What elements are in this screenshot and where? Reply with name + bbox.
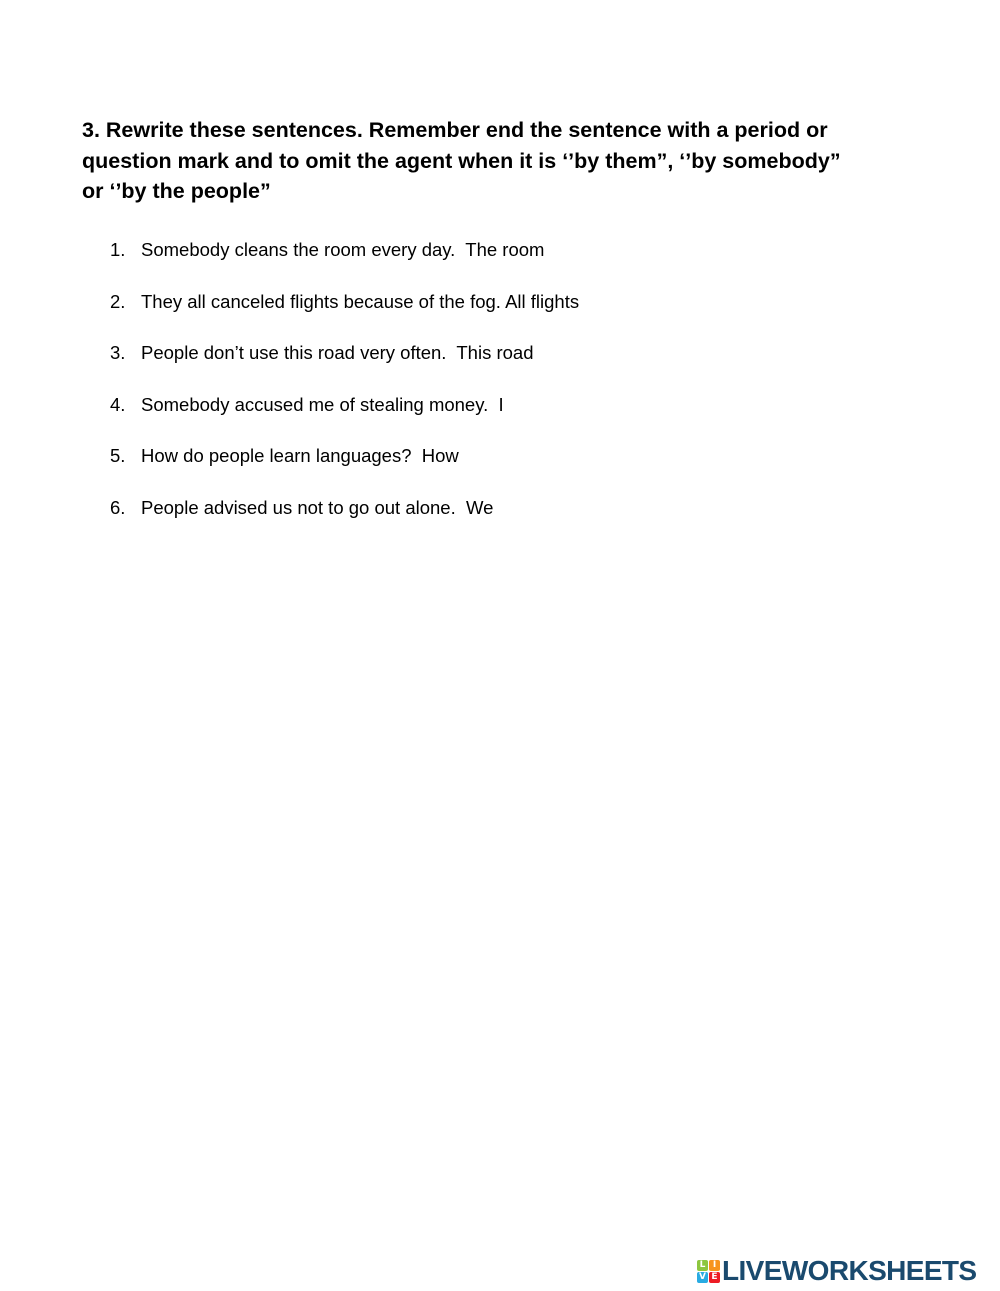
exercise-item-2	[110, 288, 579, 316]
exercise-item-3	[110, 339, 579, 367]
item-text: People don’t use this road very often. This road	[141, 342, 534, 364]
logo-mark-cell: E	[709, 1272, 720, 1283]
exercise-item-5	[110, 442, 579, 470]
item-text: They all canceled flights because of the fog. All flights	[141, 290, 580, 312]
item-text: People advised us not to go out alone. We	[141, 496, 494, 518]
item-number: 1.	[110, 239, 126, 260]
item-number: 4.	[110, 393, 126, 415]
item-number: 6.	[110, 496, 126, 518]
item-number: 2.	[110, 290, 126, 312]
instructions-heading: 3. Rewrite these sentences. Remember end the sentence with a period or question mark and to omit the agent when it is ‘’by them”, ‘’by somebody” or ‘’by the people”	[82, 118, 841, 203]
logo-mark-cell: L	[697, 1260, 708, 1271]
item-text: How do people learn languages? How	[141, 445, 459, 467]
item-text: Somebody cleans the room every day. The room	[141, 239, 545, 260]
logo-text: LIVEWORKSHEETS	[722, 1255, 977, 1286]
item-text: Somebody accused me of stealing money. I	[141, 393, 504, 415]
exercise-item-6	[110, 494, 579, 522]
exercise-item-4	[110, 391, 579, 419]
item-number: 3.	[110, 342, 126, 364]
logo-mark-icon	[697, 1260, 720, 1283]
liveworksheets-logo	[697, 1257, 977, 1285]
exercise-list	[110, 236, 579, 546]
exercise-item-1	[110, 236, 579, 264]
item-number: 5.	[110, 445, 126, 467]
logo-mark-cell: I	[709, 1260, 720, 1271]
logo-mark-cell: V	[697, 1272, 708, 1283]
